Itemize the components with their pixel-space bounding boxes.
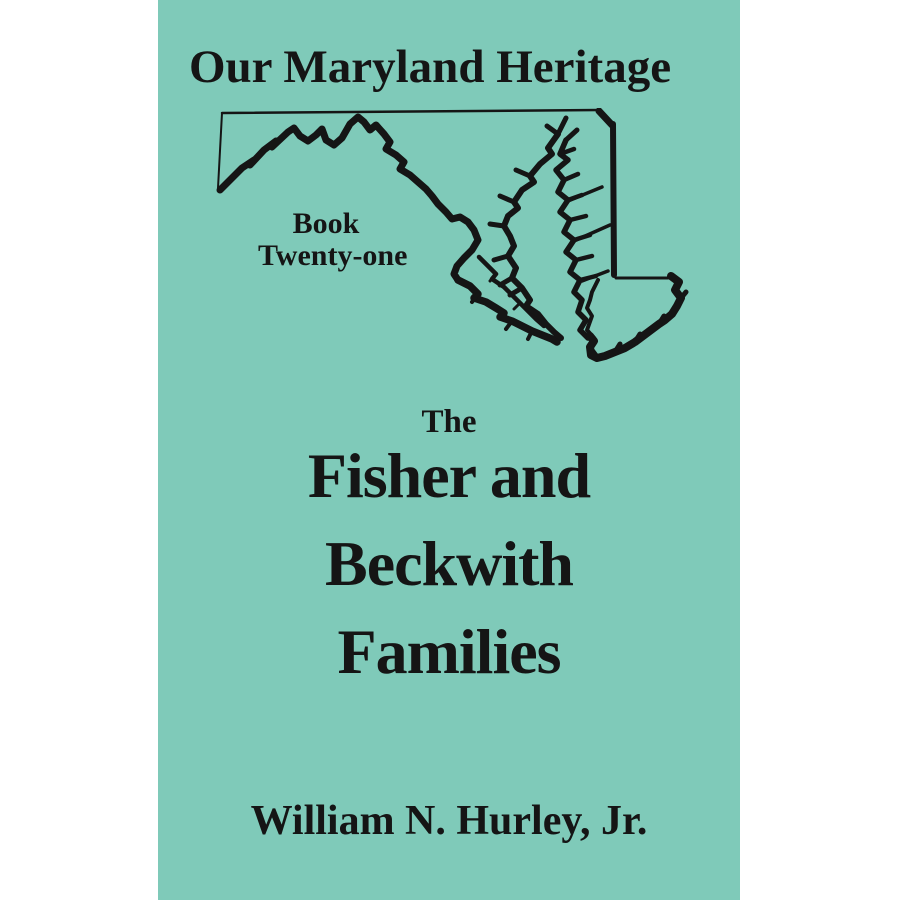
book-cover	[158, 0, 740, 900]
map-bay-west-shore	[504, 134, 561, 338]
map-east-border	[599, 111, 612, 125]
main-title-line: Families	[337, 616, 561, 687]
map-top-border	[222, 110, 600, 113]
map-east-border	[613, 124, 614, 275]
author-name: William N. Hurley, Jr.	[250, 798, 648, 844]
map-bay-top-spurs	[547, 118, 577, 140]
book-number	[258, 207, 408, 272]
title-prefix: The	[421, 404, 477, 440]
main-title-line: Beckwith	[325, 528, 573, 599]
book-number-line1: Book	[292, 207, 360, 240]
series-title	[158, 41, 702, 93]
map-atlantic-coast	[590, 276, 681, 358]
series-title-text: Our Maryland Heritage	[188, 41, 672, 93]
book-number-line2: Twenty-one	[258, 239, 408, 272]
map-west-border	[218, 113, 222, 188]
main-title-line: Fisher and	[307, 440, 591, 511]
main-title	[158, 432, 740, 696]
